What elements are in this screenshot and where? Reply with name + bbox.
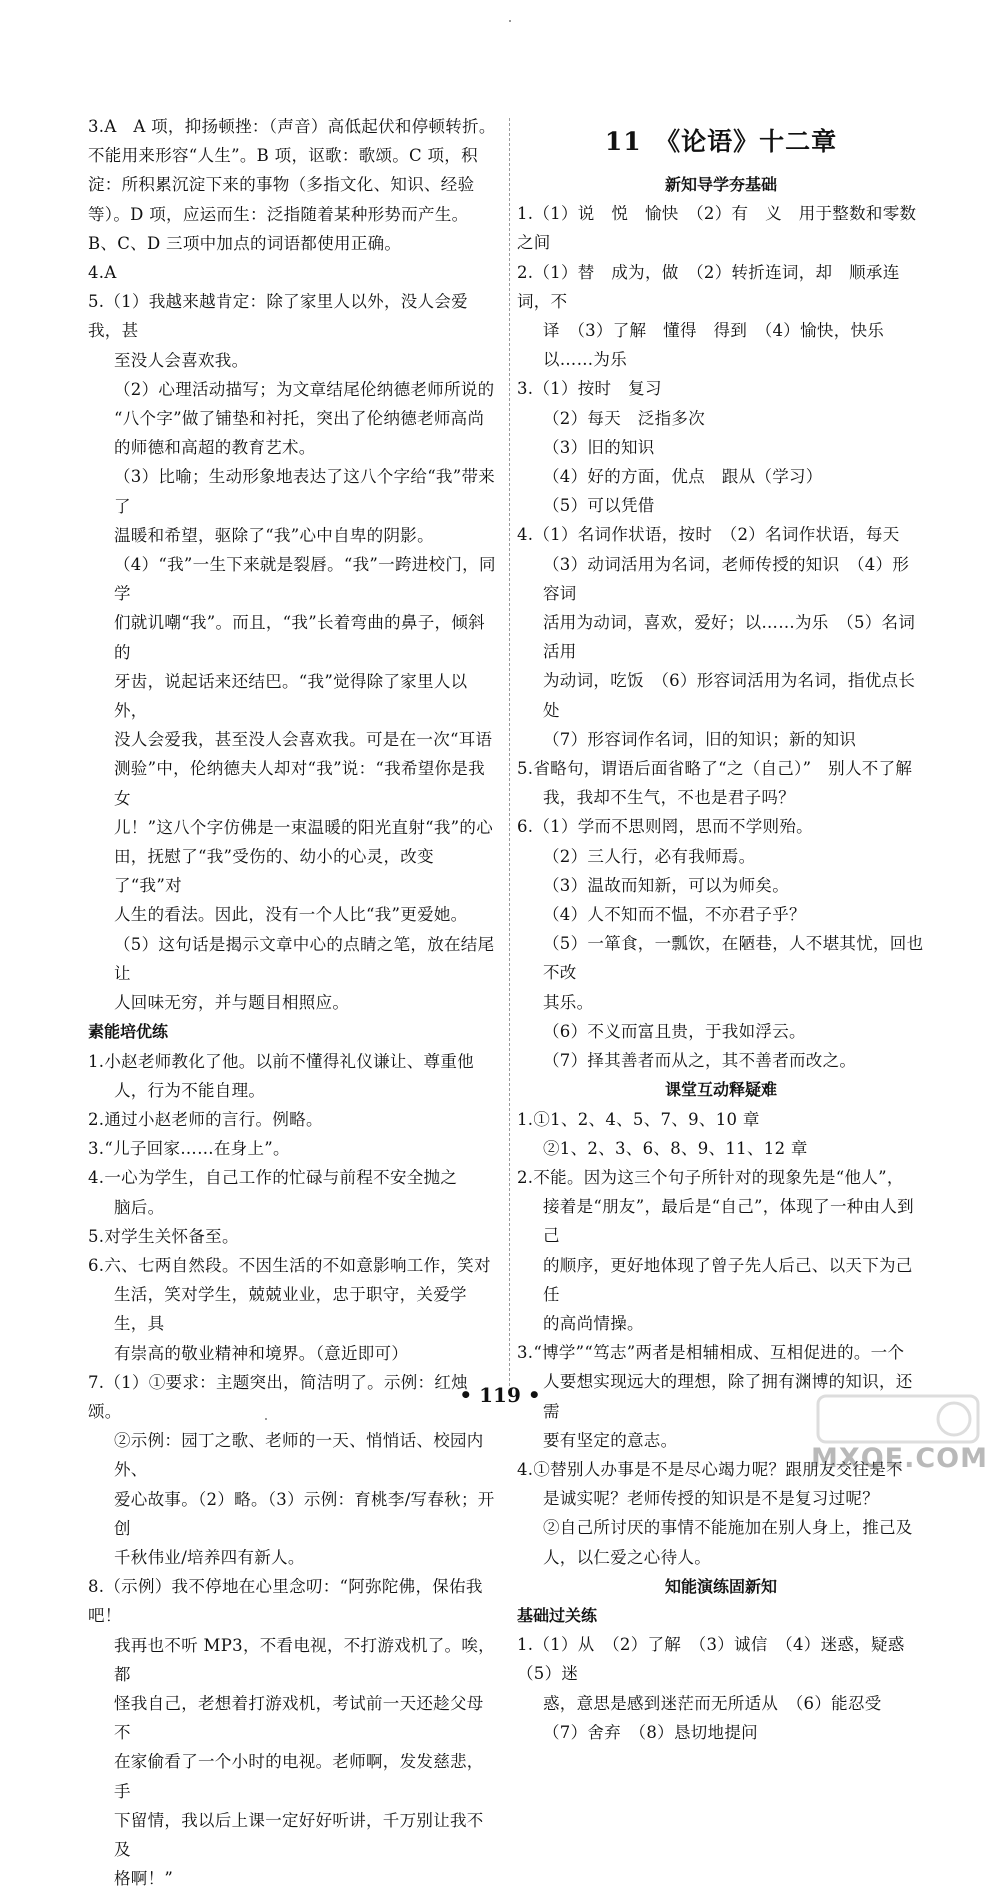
answer-line: （3）旧的知识 — [543, 437, 655, 457]
answer-line: 有崇高的敬业精神和境界。（意近即可） — [114, 1343, 409, 1363]
answer-line: （5）一箪食，一瓢饮，在陋巷，人不堪其忧，回也不改 — [543, 934, 924, 983]
section-heading: 新知导学夯基础 — [664, 175, 777, 194]
answer-line: 至没人会喜欢我。 — [114, 350, 249, 370]
answer-line: 的师德和高超的教育艺术。 — [114, 438, 316, 458]
answer-line: 5.省略句，谓语后面省略了“之（自己）” 别人不了解 — [517, 759, 913, 779]
answer-line: 4.A — [88, 263, 117, 283]
answer-line: 格啊！” — [114, 1869, 174, 1889]
answer-line: 等）。D 项，应运而生：泛指随着某种形势而产生。 — [88, 204, 469, 224]
answer-line: 的高尚情操。 — [543, 1313, 644, 1333]
answer-line: 其乐。 — [543, 992, 594, 1012]
answer-line: 儿！”这八个字仿佛是一束温暖的阳光直射“我”的心 — [114, 817, 494, 837]
answer-line: 不能用来形容“人生”。B 项，讴歌：歌颂。C 项，积 — [88, 146, 478, 166]
answer-line: 在家偷看了一个小时的电视。老师啊，发发慈悲，手 — [114, 1752, 484, 1801]
answer-line: 们就讥嘲“我”。而且，“我”长着弯曲的鼻子，倾斜的 — [114, 613, 485, 662]
answer-line: 7.（1）①要求：主题突出，简洁明了。示例：红烛颂。 — [88, 1372, 468, 1421]
watermark-text: MXQE.COM — [811, 1443, 988, 1474]
lesson-title: 11 《论语》十二章 — [604, 127, 838, 156]
page-number: • 119 • — [459, 1383, 541, 1407]
answer-line: （4）好的方面，优点 跟从（学习） — [543, 467, 823, 487]
answer-line: 1.（1）说 悦 愉快 （2）有 义 用于整数和零数之间 — [517, 204, 917, 253]
answer-line: 4.一心为学生，自己工作的忙碌与前程不安全抛之 — [88, 1168, 458, 1188]
answer-line: （5）可以凭借 — [543, 496, 655, 516]
answer-line: （6）不义而富且贵，于我如浮云。 — [543, 1021, 806, 1041]
answer-line: 4.①替别人办事是不是尽心竭力呢？跟朋友交往是不 — [517, 1459, 903, 1479]
answer-line: 怪我自己，老想着打游戏机，考试前一天还趁父母不 — [114, 1693, 484, 1743]
answer-line: 6.（1）学而不思则罔，思而不学则殆。 — [517, 817, 813, 837]
section-heading: 知能演练固新知 — [664, 1576, 777, 1596]
answer-line: （7）舍弃 （8）恳切地提问 — [543, 1722, 758, 1742]
answer-line: 人要想实现远大的理想，除了拥有渊博的知识，还需 — [543, 1372, 913, 1421]
left-column — [88, 112, 500, 1893]
answer-line: 人，以仁爱之心待人。 — [543, 1547, 711, 1567]
answer-line: 牙齿，说起话来还结巴。“我”觉得除了家里人以外， — [114, 671, 468, 721]
answer-line: 2.（1）替 成为，做 （2）转折连词，却 顺承连词，不 — [517, 262, 900, 311]
answer-line: 5.对学生关怀备至。 — [88, 1226, 239, 1246]
column-divider — [509, 118, 510, 1386]
answer-line: （5）这句话是揭示文章中心的点睛之笔，放在结尾让 — [114, 934, 495, 983]
answer-line: 6.六、七两自然段。不因生活的不如意影响工作，笑对 — [88, 1255, 491, 1275]
answer-line: （4）人不知而不愠，不亦君子乎？ — [543, 905, 806, 925]
section-heading: 素能培优练 — [88, 1022, 169, 1042]
answer-line: （2）三人行，必有我师焉。 — [543, 846, 756, 866]
section-heading: 课堂互动释疑难 — [664, 1080, 777, 1100]
answer-line: ②1、2、3、6、8、9、11、12 章 — [543, 1138, 808, 1158]
answer-line: 爱心故事。（2）略。（3）示例：育桃李/写春秋；开创 — [114, 1489, 495, 1538]
answer-line: 1.（1）从 （2）了解 （3）诚信 （4）迷惑，疑惑 （5）迷 — [517, 1635, 922, 1684]
answer-line: 人回味无穷，并与题目相照应。 — [114, 993, 350, 1013]
answer-line: （2）心理活动描写；为文章结尾伦纳德老师所说的 — [114, 379, 495, 399]
answer-line: B、C、D 三项中加点的词语都使用正确。 — [88, 233, 402, 253]
answer-line: 1.①1、2、4、5、7、9、10 章 — [517, 1109, 760, 1129]
answer-line: 千秋伟业/培养四有新人。 — [114, 1547, 305, 1567]
answer-line: 我再也不听 MP3，不看电视，不打游戏机了。唉，都 — [114, 1635, 495, 1684]
answer-line: 我，我却不生气，不也是君子吗？ — [543, 788, 795, 808]
answer-line: 3.“博学”“笃志”两者是相辅相成、互相促进的。一个 — [517, 1343, 905, 1363]
scan-speck — [509, 20, 511, 22]
answer-line: 脑后。 — [114, 1197, 165, 1217]
answer-line: 惑，意思是感到迷茫而无所适从 （6）能忍受 — [543, 1693, 882, 1713]
answer-line: 3.A A 项，抑扬顿挫：（声音）高低起伏和停顿转折。 — [88, 117, 496, 136]
answer-line: 接着是“朋友”，最后是“自己”，体现了一种由人到己 — [543, 1197, 914, 1246]
answer-line: 以……为乐 — [543, 350, 627, 370]
answer-line: （3）温故而知新，可以为师矣。 — [543, 875, 789, 895]
answer-line: 3.“儿子回家……在身上”。 — [88, 1139, 290, 1159]
answer-line: 1.小赵老师教化了他。以前不懂得礼仪谦让、尊重他 — [88, 1051, 474, 1071]
answer-line: （4）“我”一生下来就是裂唇。“我”一跨进校门，同学 — [114, 555, 496, 604]
answer-line: ②示例：园丁之歌、老师的一天、悄悄话、校园内外、 — [114, 1431, 484, 1480]
section-heading: 基础过关练 — [517, 1605, 598, 1625]
answer-line: 的顺序，更好地体现了曾子先人后己、以天下为己任 — [543, 1255, 913, 1304]
answer-line: 为动词，吃饭 （6）形容词活用为名词，指优点长处 — [543, 671, 916, 720]
answer-line: 2.不能。因为这三个句子所针对的现象先是“他人”， — [517, 1167, 904, 1187]
answer-line: 田，抚慰了“我”受伤的、幼小的心灵，改变了“我”对 — [114, 847, 434, 896]
answer-line: 活用为动词，喜欢，爱好；以……为乐 （5）名词活用 — [543, 613, 916, 662]
right-column — [517, 112, 925, 1747]
answer-line: 要有坚定的意志。 — [543, 1430, 678, 1450]
answer-line: 下留情，我以后上课一定好好听讲，千万别让我不及 — [114, 1810, 484, 1859]
answer-line: （7）形容词作名词，旧的知识；新的知识 — [543, 729, 857, 749]
answer-line: 测验”中，伦纳德夫人却对“我”说：“我希望你是我女 — [114, 759, 485, 808]
answer-line: 温暖和希望，驱除了“我”心中自卑的阴影。 — [114, 525, 434, 545]
answer-line: 译 （3）了解 懂得 得到 （4）愉快，快乐 — [543, 321, 885, 341]
answer-line: 人，行为不能自理。 — [114, 1080, 266, 1100]
answer-line: ②自己所讨厌的事情不能施加在别人身上，推己及 — [543, 1518, 913, 1538]
answer-line: 生活，笑对学生，兢兢业业，忠于职守，关爱学生，具 — [114, 1285, 467, 1334]
answer-line: （7）择其善者而从之，其不善者而改之。 — [543, 1051, 857, 1071]
answer-line: 是诚实呢？老师传授的知识是不是复习过呢？ — [543, 1489, 879, 1509]
answer-line: 没人会爱我，甚至没人会喜欢我。可是在一次“耳语 — [114, 730, 493, 750]
answer-line: 4.（1）名词作状语，按时 （2）名词作状语，每天 — [517, 525, 900, 545]
answer-line: （3）动词活用为名词，老师传授的知识 （4）形容词 — [543, 554, 910, 603]
answer-line: 2.通过小赵老师的言行。例略。 — [88, 1109, 323, 1129]
answer-line: 3.（1）按时 复习 — [517, 379, 662, 399]
answer-line: 淀：所积累沉淀下来的事物（多指文化、知识、经验 — [88, 175, 475, 195]
answer-line: 5.（1）我越来越肯定：除了家里人以外，没人会爱我，甚 — [88, 292, 468, 341]
answer-line: “八个字”做了铺垫和衬托，突出了伦纳德老师高尚 — [114, 409, 485, 429]
answer-line: 人生的看法。因此，没有一个人比“我”更爱她。 — [114, 905, 468, 925]
answer-line: （3）比喻；生动形象地表达了这八个字给“我”带来了 — [114, 467, 496, 516]
answer-line: 8.（示例）我不停地在心里念叨：“阿弥陀佛，保佑我吧！ — [88, 1577, 483, 1626]
answer-line: （2）每天 泛指多次 — [543, 408, 705, 428]
